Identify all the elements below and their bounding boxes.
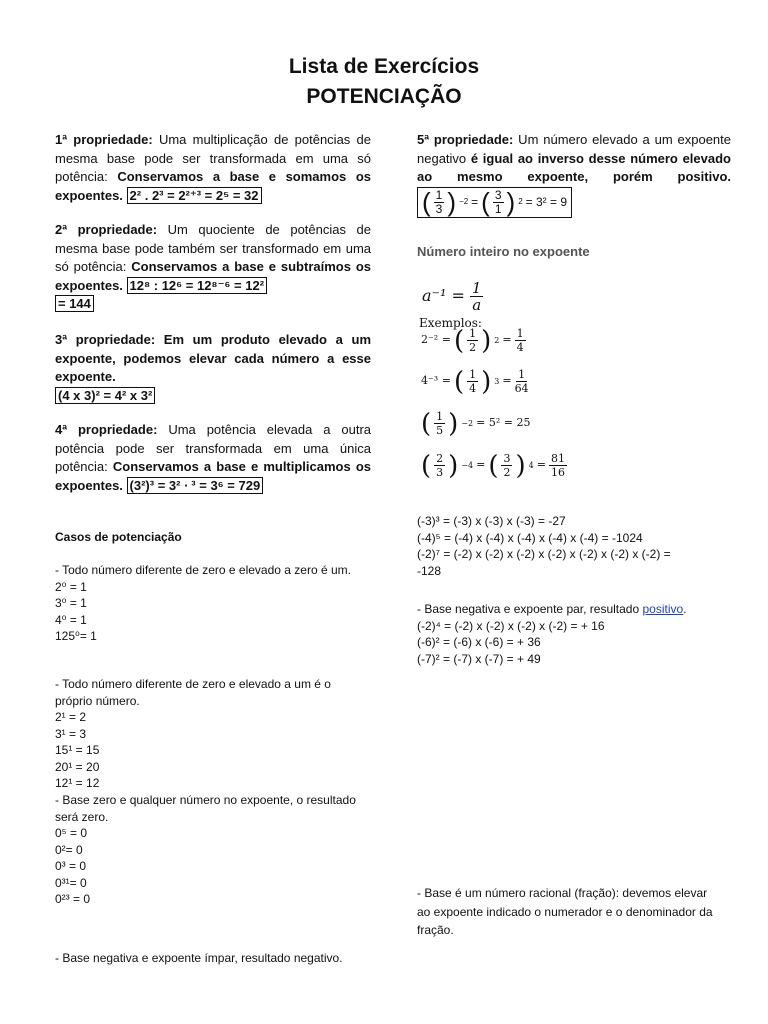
example-line: (-3)³ = (-3) x (-3) x (-3) = -27 (417, 514, 566, 528)
example-line: 3¹ = 3 (55, 726, 87, 741)
property-3: 3ª propriedade: Em um produto elevado a um expoente, podemos elevar cada número a esse expoente. (4 x 3)² = 4² x 3² (55, 332, 372, 403)
page-subtitle: POTENCIAÇÃO (306, 85, 462, 108)
zero-exponent-block (55, 562, 355, 645)
base-zero-block (55, 792, 360, 908)
example-line: 0³ = 0 (55, 859, 87, 873)
example-line: 0³¹= 0 (55, 875, 87, 890)
property-1: 1ª propriedade: Uma multiplicação de potências de mesma base pode ser transformada em uma só potência: Conservamos a base e somamos os expoentes. 2² . 2³ = 2²⁺³ = 2⁵ = 32 (55, 132, 371, 203)
property-4: 4ª propriedade: Uma potência elevada a outra potência pode ser transformada em uma única potência: Conservamos a base e multiplicamos os expoentes. (3²)³ = 3² ∙ ³ = 3⁶ = 729 (55, 422, 372, 493)
example-line: 2⁰ = 1 (55, 579, 87, 594)
even-negative-block (417, 601, 731, 667)
section-title: Casos de potenciação (55, 530, 182, 544)
property-2: 2ª propriedade: Um quociente de potências de mesma base pode também ser transformado em uma só potência: Conservamos a base e subtraímos os expoentes. 12⁸ : 12⁶ = 12⁸⁻⁶ = 12² = 144 (55, 222, 372, 311)
example-line: 3⁰ = 1 (55, 596, 87, 610)
example-line: 20¹ = 20 (55, 759, 100, 774)
example-line: (-2)⁷ = (-2) x (-2) x (-2) x (-2) x (-2) x (-2) x (-2) = (417, 547, 671, 561)
section-title: Número inteiro no expoente (417, 244, 590, 259)
formula-box: 12⁸ : 12⁶ = 12⁸⁻⁶ = 12² (127, 277, 267, 294)
example-4: ( $\frac{2}{3}$ ) −4 = ( $\frac{3}{2}$ ) 4 = $\frac{81}{16}$ (421, 450, 565, 481)
formula-box-result: = 144 (55, 295, 94, 312)
rule-text: - Base negativa e expoente par, resultado positivo. (417, 602, 687, 616)
example-line: 4⁰ = 1 (55, 612, 87, 627)
example-line: (-6)² = (-6) x (-6) = + 36 (417, 635, 541, 649)
example-1: 2⁻² = ( $\frac{1}{2}$ ) 2 = $\frac{1}{4}$ (421, 325, 524, 356)
page-title: Lista de Exercícios (288, 55, 480, 78)
example-line: 0⁵ = 0 (55, 826, 87, 840)
example-line: 12¹ = 12 (55, 776, 100, 790)
example-line: (-7)² = (-7) x (-7) = + 49 (417, 651, 541, 666)
example-line: -128 (417, 563, 442, 578)
odd-negative-examples (417, 513, 731, 579)
formula-box: (4 x 3)² = 4² x 3² (55, 387, 155, 404)
formula-box: ( $\frac{1}{3}$ ) −2 = ( $\frac{3}{1}$ ) 2 = 3² = 9 (417, 187, 572, 218)
example-3: ( $\frac{1}{5}$ ) −2 = 5² = 25 (421, 408, 531, 439)
positivo-link[interactable]: positivo (642, 602, 684, 616)
example-line: 2¹ = 2 (55, 710, 87, 724)
formula-box: 2² . 2³ = 2²⁺³ = 2⁵ = 32 (127, 187, 262, 204)
definition-formula: a⁻¹ = $\frac{1}{a}$ (422, 279, 482, 314)
example-2: 4⁻³ = ( $\frac{1}{4}$ ) 3 = $\frac{1}{64}$ (421, 366, 529, 397)
odd-negative-rule: - Base negativa e expoente ímpar, resultado negativo. (55, 951, 343, 965)
examples-label: Exemplos: (419, 316, 482, 330)
rational-base-rule: - Base é um número racional (fração): devemos elevar ao expoente indicado o numerador e o denominador da fração. (417, 886, 713, 937)
example-line: 125⁰= 1 (55, 629, 97, 643)
one-exponent-block (55, 676, 355, 792)
example-line: 0²³ = 0 (55, 892, 91, 906)
example-line: 15¹ = 15 (55, 743, 100, 757)
rule-text: - Todo número diferente de zero e elevado a zero é um. (55, 563, 351, 577)
example-line: (-4)⁵ = (-4) x (-4) x (-4) x (-4) x (-4) = -1024 (417, 530, 643, 545)
rule-text: - Todo número diferente de zero e elevado a um é o próprio número. (55, 677, 331, 708)
example-line: (-2)⁴ = (-2) x (-2) x (-2) x (-2) = + 16 (417, 618, 605, 633)
formula-box: (3²)³ = 3² ∙ ³ = 3⁶ = 729 (127, 477, 264, 494)
rule-text: - Base zero e qualquer número no expoente, o resultado será zero. (55, 793, 356, 824)
property-5: 5ª propriedade: Um número elevado a um expoente negativo é igual ao inverso desse número elevado ao mesmo expoente, porém positivo. ( $\frac{1}{3}$ ) −2 = ( $\frac{3}{1}$ ) 2 = 3² = 9 (417, 132, 731, 217)
example-line: 0²= 0 (55, 842, 83, 857)
